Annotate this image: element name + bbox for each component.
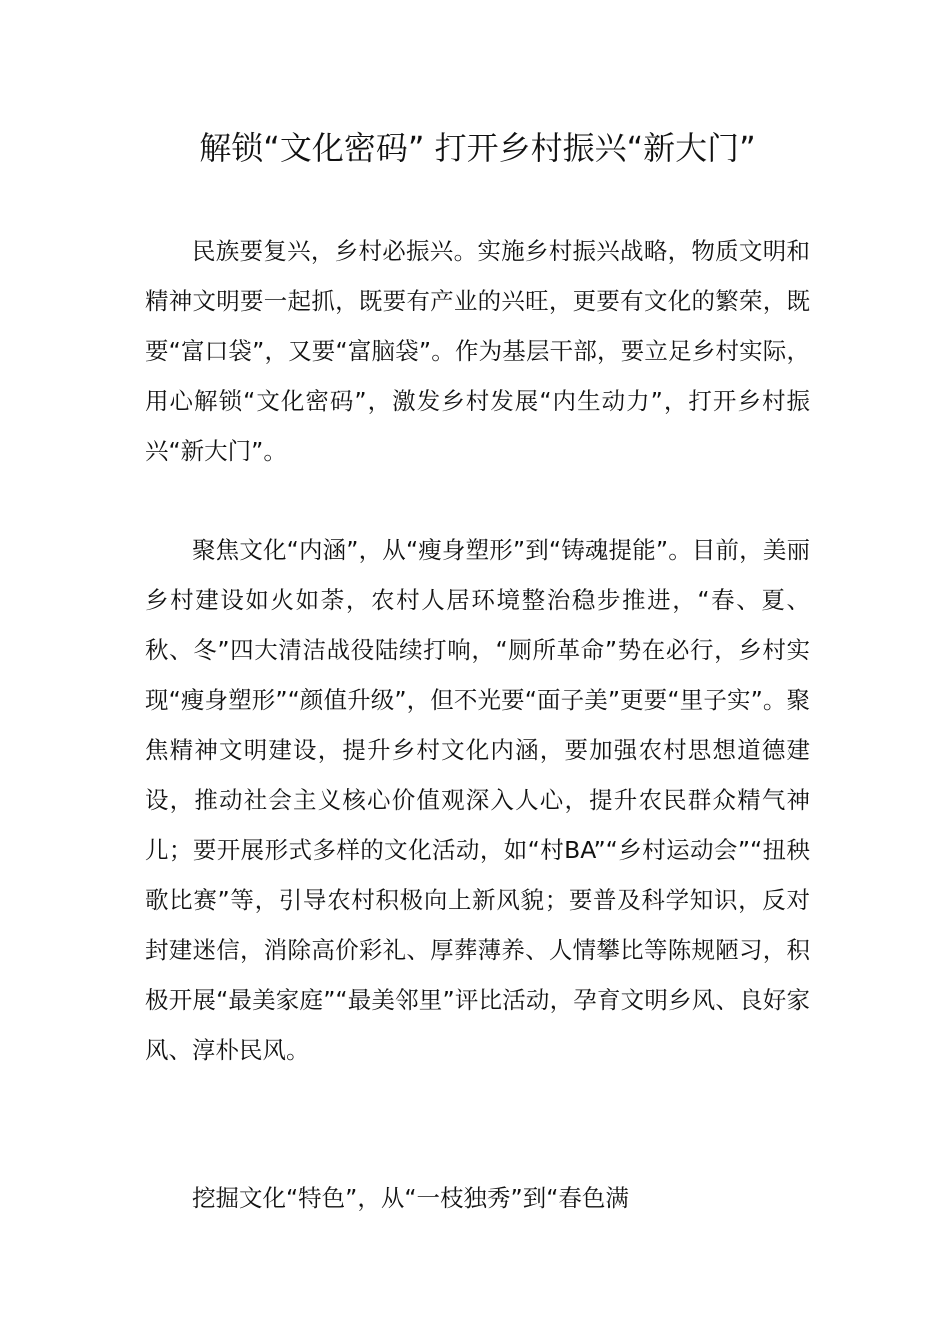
document-title: 解锁“文化密码” 打开乡村振兴“新大门” xyxy=(199,129,756,167)
paragraph-culture-connotation: 聚焦文化“内涵”，从“瘦身塑形”到“铸魂提能”。目前，美丽乡村建设如火如荼，农村人居环境整治稳步推进，“春、夏、秋、冬”四大清洁战役陆续打响，“厕所革命”势在必行，乡村实现“瘦身塑形”“颜值升级”，但不光要“面子美”更要“里子实”。聚焦精神文明建设，提升乡村文化内涵，要加强农村思想道德建设，推动社会主义核心价值观深入人心，提升农民群众精气神儿；要开展形式多样的文化活动，如“村BA”“乡村运动会”“扭秧歌比赛”等，引导农村积极向上新风貌；要普及科学知识，反对封建迷信，消除高价彩礼、厚葬薄养、人情攀比等陈规陋习，积极开展“最美家庭”“最美邻里”评比活动，孕育文明乡风、良好家风、淳朴民风。 xyxy=(145,536,810,1064)
paragraph-culture-feature: 挖掘文化“特色”，从“一枝独秀”到“春色满 xyxy=(192,1184,629,1212)
paragraph-intro: 民族要复兴，乡村必振兴。实施乡村振兴战略，物质文明和精神文明要一起抓，既要有产业的兴旺，更要有文化的繁荣，既要“富口袋”，又要“富脑袋”。作为基层干部，要立足乡村实际，用心解锁“文化密码”，激发乡村发展“内生动力”，打开乡村振兴“新大门”。 xyxy=(145,237,810,465)
